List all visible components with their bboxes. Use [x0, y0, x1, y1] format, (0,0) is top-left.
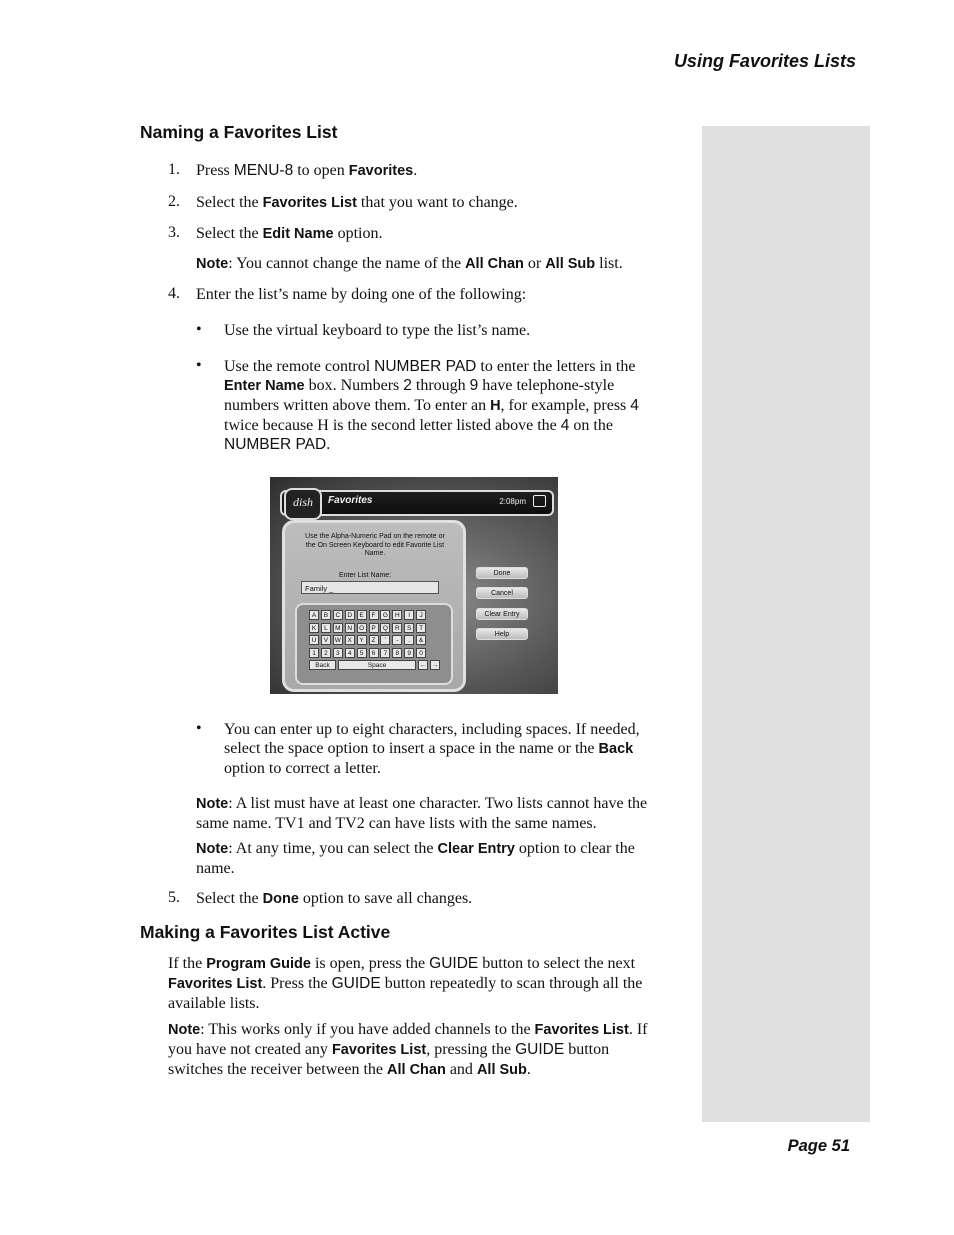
bullet-mark: • [196, 321, 202, 338]
keyboard-key: L [321, 623, 331, 633]
keyboard-key: Z [369, 635, 379, 645]
keyboard-key: 5 [357, 648, 367, 658]
bullet-mark: • [196, 357, 202, 374]
bullet-number-pad: Use the remote control NUMBER PAD to enter the letters in the Enter Name box. Numbers 2 through 9 have telephone-style numbers written above them. To enter an H, for example, press 4 twice because H is the second letter listed above the 4 on the NUMBER PAD. [224, 358, 639, 453]
left-arrow-key: ← [419, 662, 427, 669]
step-3: Select the Edit Name option. [196, 225, 383, 242]
note-list-character: Note: A list must have at least one character. Two lists cannot have the same name. TV1 and TV2 can have lists with the same names. [196, 795, 648, 832]
keyboard-key: W [334, 637, 341, 644]
input-label: Enter List Name: [339, 572, 392, 579]
step-number: 4. [168, 285, 180, 302]
keyboard-key: E [357, 610, 367, 620]
section-heading-active: Making a Favorites List Active [140, 922, 391, 942]
keyboard-key: 4 [345, 648, 355, 658]
guide-paragraph: If the Program Guide is open, press the GUIDE button to select the next Favorites List. Press the GUIDE button repeatedly to scan through all the available lists. [168, 955, 643, 1012]
keyboard-key: T [416, 623, 426, 633]
screen-title: Favorites [328, 495, 373, 506]
screen-instructions: Use the Alpha-Numeric Pad on the remote or the On Screen Keyboard to edit Favorite List Name. [305, 533, 445, 557]
dish-logo: dish [284, 488, 322, 520]
keyboard-key: R [392, 623, 402, 633]
note-clear-entry: Note: At any time, you can select the Clear Entry option to clear the name. [196, 840, 635, 877]
page-number: Page 51 [787, 1137, 850, 1155]
keyboard-key: U [309, 635, 319, 645]
space-key: Space [338, 660, 416, 670]
list-name-input: Family _ [301, 581, 439, 594]
keyboard-key: O [357, 623, 367, 633]
screen-title-bar [280, 490, 554, 516]
note-all-chan: Note: You cannot change the name of the All Chan or All Sub list. [196, 255, 623, 272]
keyboard-key: Q [380, 623, 390, 633]
keyboard-key: B [321, 610, 331, 620]
step-number: 5. [168, 889, 180, 906]
keyboard-key: 8 [392, 648, 402, 658]
step-number: 2. [168, 193, 180, 210]
keyboard-key: P [369, 623, 379, 633]
bullet-mark: • [196, 720, 202, 737]
keyboard-key: - [392, 635, 402, 645]
keyboard-key: 2 [321, 648, 331, 658]
keyboard-key: D [345, 610, 355, 620]
keyboard-key: & [416, 635, 426, 645]
keyboard-key: I [404, 610, 414, 620]
keyboard-key: V [321, 635, 331, 645]
step-number: 3. [168, 224, 180, 241]
keyboard-key: S [404, 623, 414, 633]
edit-name-panel [282, 520, 466, 692]
keyboard-key: N [345, 623, 355, 633]
step-1: Press MENU-8 to open Favorites. [196, 162, 418, 179]
keyboard-key: K [309, 623, 319, 633]
bullet-virtual-keyboard: Use the virtual keyboard to type the list’s name. [224, 322, 531, 339]
keyboard-key: M [333, 623, 343, 633]
note-guide-button: Note: This works only if you have added channels to the Favorites List. If you have not created any Favorites List, pressing the GUIDE button switches the receiver between the All Chan and All Sub. [168, 1021, 648, 1078]
keyboard-key: 1 [309, 648, 319, 658]
on-screen-keyboard [295, 603, 453, 685]
keyboard-key: 9 [404, 648, 414, 658]
keyboard-key: C [333, 610, 343, 620]
clear-entry-button: Clear Entry [476, 608, 528, 620]
running-header: Using Favorites Lists [673, 51, 856, 71]
keyboard-key: . [404, 635, 414, 645]
keyboard-key: 7 [380, 648, 390, 658]
step-2: Select the Favorites List that you want to change. [196, 194, 518, 211]
section-heading-naming: Naming a Favorites List [140, 122, 338, 142]
keyboard-key: H [392, 610, 402, 620]
step-4: Enter the list’s name by doing one of the following: [196, 286, 527, 303]
right-arrow-key: → [431, 662, 439, 669]
step-number: 1. [168, 161, 180, 178]
keyboard-key: X [345, 635, 355, 645]
cancel-button: Cancel [476, 587, 528, 599]
keyboard-key: A [309, 610, 319, 620]
bullet-eight-characters: You can enter up to eight characters, including spaces. If needed, select the space option to insert a space in the name or the Back option to correct a letter. [224, 721, 640, 777]
keyboard-key: 6 [369, 648, 379, 658]
back-key: Back [309, 660, 336, 670]
keyboard-key: Y [357, 635, 367, 645]
keyboard-key: G [380, 610, 390, 620]
keyboard-key: 0 [416, 648, 426, 658]
screen-time: 2:08pm [499, 497, 526, 506]
keyboard-key: F [369, 610, 379, 620]
done-button: Done [476, 567, 528, 579]
keyboard-key: ' [380, 635, 390, 645]
favorites-screen-screenshot [270, 477, 558, 694]
keyboard-key: J [416, 610, 426, 620]
gray-sidebar [702, 126, 870, 1122]
keyboard-key: 3 [333, 648, 343, 658]
tv-icon [533, 495, 546, 507]
step-5: Select the Done option to save all changes. [196, 890, 473, 907]
help-button: Help [476, 628, 528, 640]
